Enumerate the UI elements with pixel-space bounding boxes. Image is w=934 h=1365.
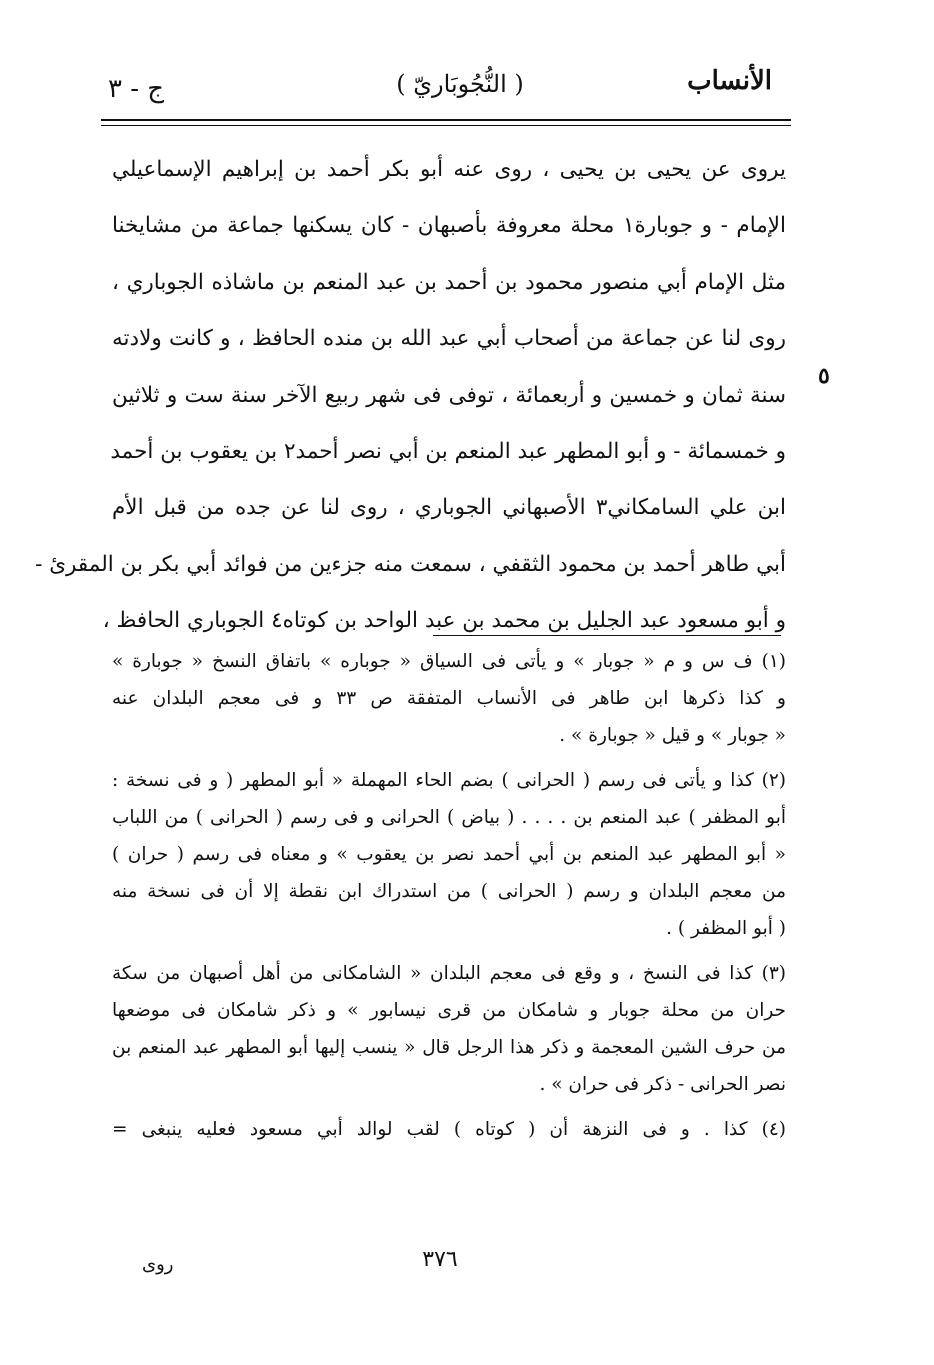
main-text-line: سنة ثمان و خمسين و أربعمائة ، توفى فى شهر ربيع الآخر سنة ست و ثلاثين [112, 382, 786, 408]
footnote-2 [112, 762, 786, 947]
main-text-line: يروى عن يحيى بن يحيى ، روى عنه أبو بكر أحمد بن إبراهيم الإسماعيلي [112, 157, 786, 182]
header-rule-thin [101, 125, 791, 126]
catchword: روى [142, 1254, 174, 1275]
main-text-line: مثل الإمام أبي منصور محمود بن أحمد بن عبد المنعم بن ماشاذه الجوباري ، [112, 269, 786, 295]
main-text-line: روى لنا عن جماعة من أصحاب أبي عبد الله بن منده الحافظ ، و كانت ولادته [112, 326, 786, 352]
footnote-line: (٣) كذا فى النسخ ، و وقع فى معجم البلدان « الشامكانى من أهل أصبهان من سكة [112, 963, 786, 984]
footnote-line: و كذا ذكرها ابن طاهر فى الأنساب المتفقة ص ٣٣ و فى معجم البلدان عنه [112, 688, 786, 709]
footnote-line: أبو المظفر ) عبد المنعم بن . . . . ( بياض ) الحرانى و فى رسم ( الحرانى ) من اللباب [112, 807, 786, 828]
main-text-line: و خمسمائة - و أبو المطهر عبد المنعم بن أبي نصر أحمد٢ بن يعقوب بن أحمد [110, 438, 786, 464]
footnote-1 [112, 643, 786, 754]
footnote-separator [433, 635, 781, 636]
footnote-line: نصر الحرانى - ذكر فى حران » . [539, 1074, 786, 1095]
main-text-line: و أبو مسعود عبد الجليل بن محمد بن عبد الواحد بن كوتاه٤ الجوباري الحافظ ، [102, 608, 786, 634]
footnote-line: (٤) كذا . و فى النزهة أن ( كوتاه ) لقب لوالد أبي مسعود فعليه ينبغى = [112, 1119, 786, 1140]
footnote-line: ( أبو المظفر ) . [666, 918, 786, 939]
footnote-line: من معجم البلدان و رسم ( الحرانى ) من استدراك ابن نقطة إلا أن فى نسخة منه [112, 881, 786, 902]
footnotes [112, 643, 786, 1156]
running-header-title: الأنساب [687, 66, 772, 96]
running-header-entry: ( النُّجُوبَاريّ ) [396, 70, 524, 98]
page-number: ٣٧٦ [422, 1247, 458, 1272]
main-text [35, 142, 787, 650]
line-number-marker: ٥ [818, 363, 830, 389]
footnote-line: « جوبار » و قيل « جوبارة » . [559, 725, 786, 746]
volume-indicator: ج - ٣ [108, 74, 165, 104]
footnote-line: حران من محلة جوبار و شامكان من قرى نيسابور » و ذكر شامكان فى موضعها [112, 1000, 786, 1021]
header-rule [101, 119, 791, 121]
main-text-line: أبي طاهر أحمد بن محمود الثقفي ، سمعت منه جزءين من فوائد أبي بكر بن المقرئ - [35, 551, 786, 577]
footnote-line: من حرف الشين المعجمة و ذكر هذا الرجل قال « ينسب إليها أبو المطهر عبد المنعم بن [112, 1037, 786, 1058]
footnote-4 [112, 1111, 786, 1148]
footnote-3 [112, 955, 786, 1103]
main-text-line: ابن علي السامكاني٣ الأصبهاني الجوباري ، روى لنا عن جده من قبل الأم [112, 495, 786, 521]
main-text-line: الإمام - و جوبارة١ محلة معروفة بأصبهان - كان يسكنها جماعة من مشايخنا [112, 213, 787, 239]
footnote-line: (١) ف س و م « جوبار » و يأتى فى السياق « جوباره » باتفاق النسخ « جوبارة » [112, 651, 786, 672]
footnote-line: (٢) كذا و يأتى فى رسم ( الحرانى ) بضم الحاء المهملة « أبو المطهر ( و فى نسخة : [112, 770, 786, 791]
footnote-line: « أبو المطهر عبد المنعم بن أبي أحمد نصر بن يعقوب » و معناه فى رسم ( حران ) [112, 844, 786, 865]
